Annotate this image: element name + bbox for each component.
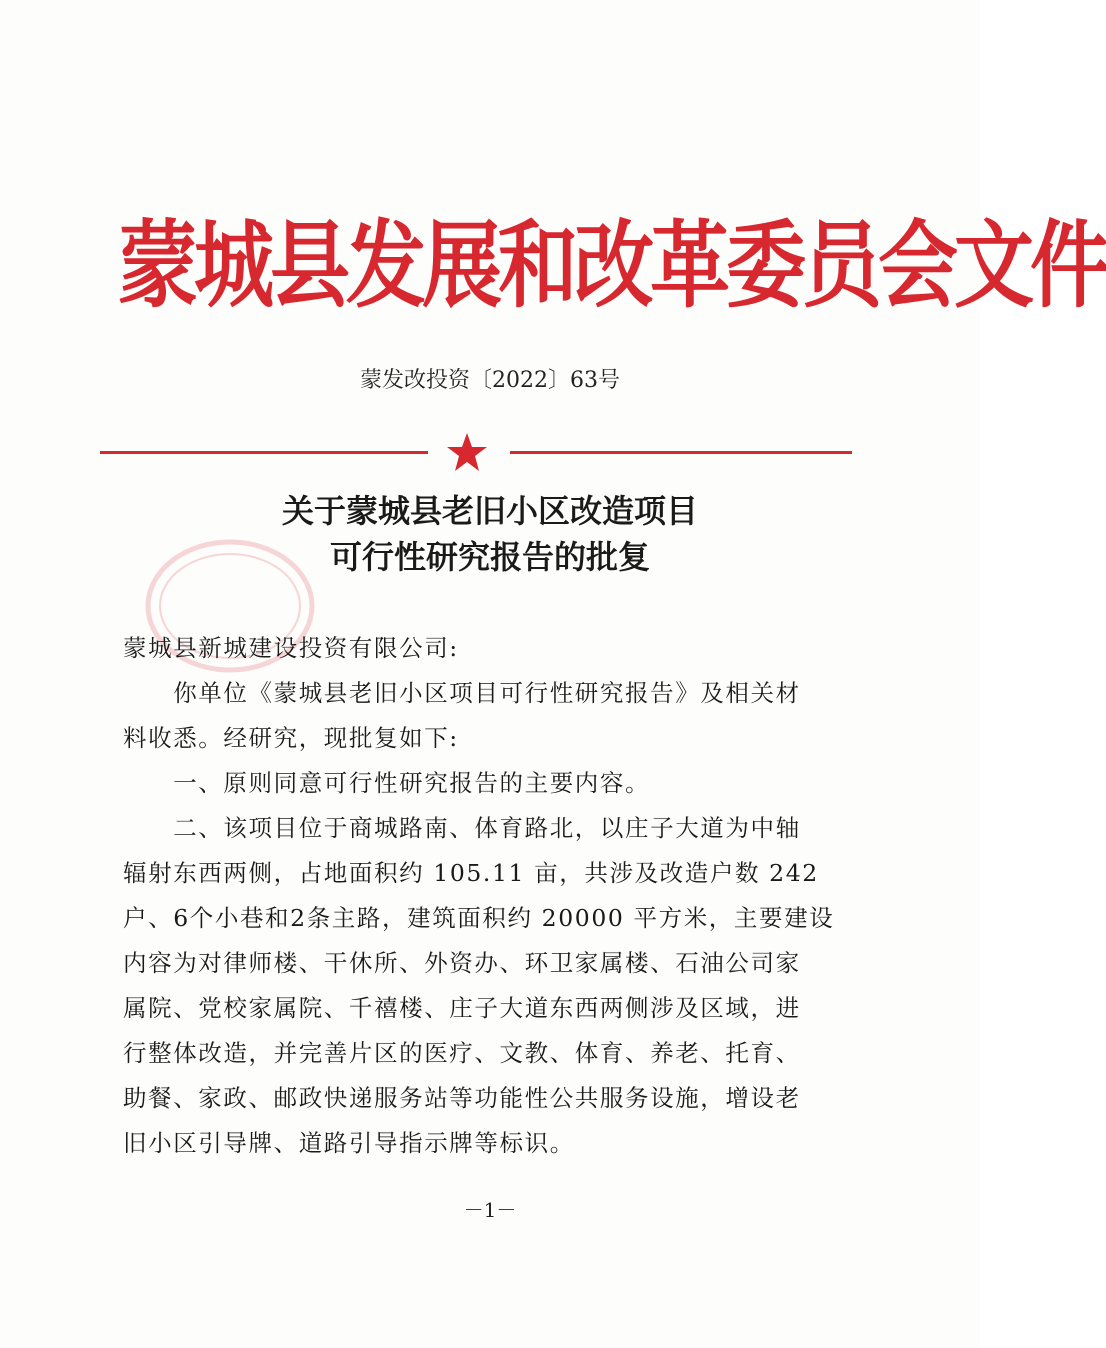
body-line: 料收悉。经研究，现批复如下: bbox=[123, 724, 459, 752]
header-divider-right bbox=[510, 451, 852, 454]
body-line: 辐射东西两侧，占地面积约 105.11 亩，共涉及改造户数 242 bbox=[123, 859, 819, 887]
document-title-line-1: 关于蒙城县老旧小区改造项目 bbox=[281, 492, 698, 530]
body-line: 行整体改造，并完善片区的医疗、文教、体育、养老、托育、 bbox=[123, 1039, 801, 1067]
document-title-line-2: 可行性研究报告的批复 bbox=[329, 538, 650, 576]
body-line: 一、原则同意可行性研究报告的主要内容。 bbox=[123, 769, 651, 797]
issuing-authority-header: 蒙城县发展和改革委员会文件 bbox=[118, 209, 1106, 321]
page-number: －1－ bbox=[463, 1198, 517, 1222]
body-line: 内容为对律师楼、干休所、外资办、环卫家属楼、石油公司家 bbox=[123, 949, 801, 977]
red-star-icon bbox=[446, 432, 488, 472]
body-line: 户、6个小巷和2条主路，建筑面积约 20000 平方米，主要建设 bbox=[123, 904, 835, 932]
body-line: 你单位《蒙城县老旧小区项目可行性研究报告》及相关材 bbox=[123, 679, 801, 707]
addressee: 蒙城县新城建设投资有限公司: bbox=[123, 634, 459, 662]
body-line: 助餐、家政、邮政快递服务站等功能性公共服务设施，增设老 bbox=[123, 1084, 801, 1112]
header-divider-left bbox=[100, 451, 428, 454]
body-line: 二、该项目位于商城路南、体育路北，以庄子大道为中轴 bbox=[123, 814, 801, 842]
body-line: 旧小区引导牌、道路引导指示牌等标识。 bbox=[123, 1129, 575, 1157]
body-line: 属院、党校家属院、千禧楼、庄子大道东西两侧涉及区域，进 bbox=[123, 994, 801, 1022]
document-number: 蒙发改投资〔2022〕63号 bbox=[360, 368, 620, 393]
